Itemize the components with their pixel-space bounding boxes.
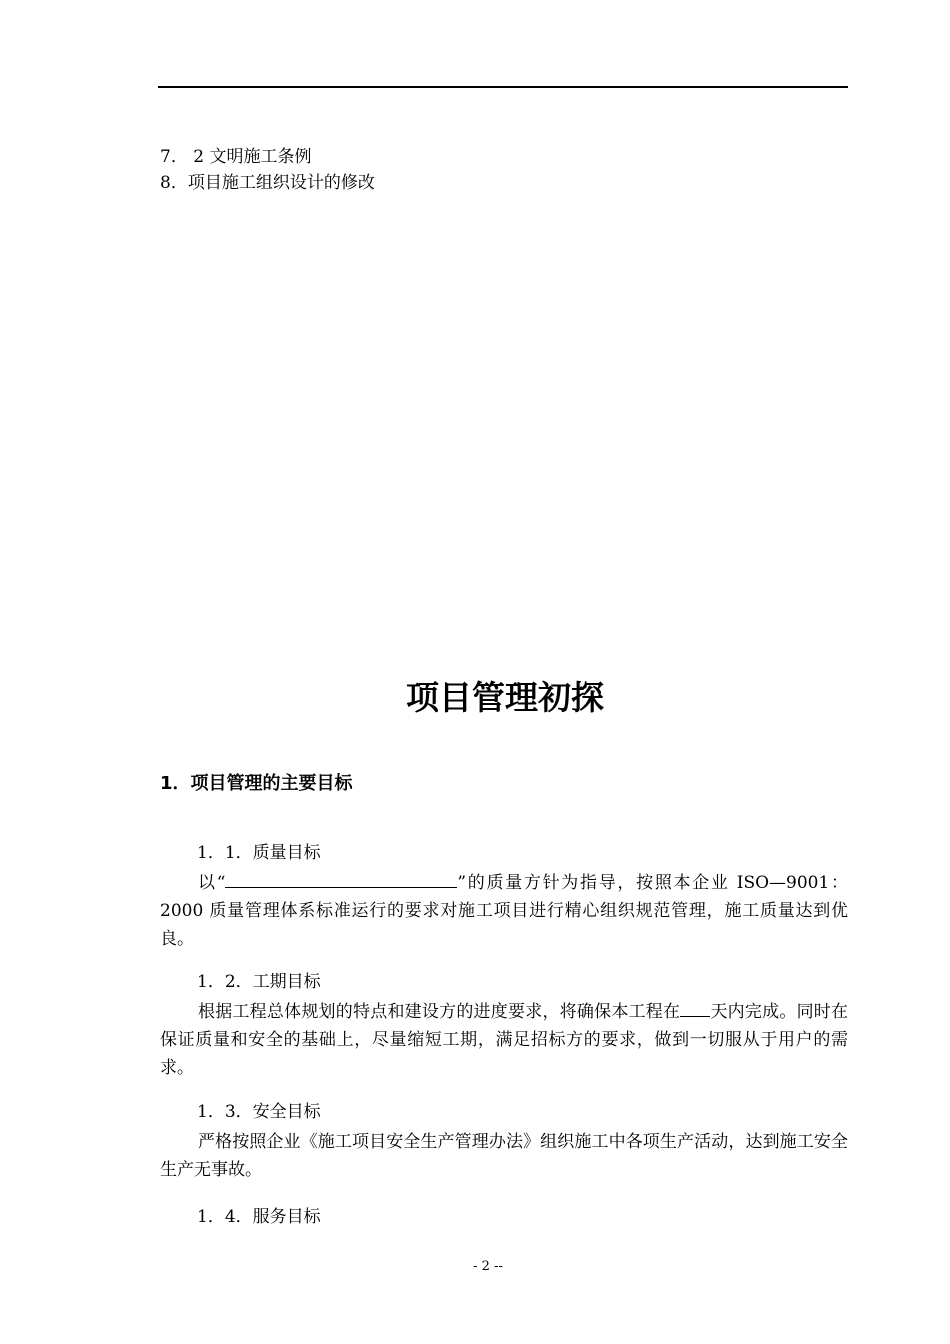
document-title: 项目管理初探 [406,678,604,717]
toc-item-8: 8．项目施工组织设计的修改 [160,173,375,193]
subheading-service: 1．4．服务目标 [197,1207,321,1227]
subheading-quality: 1．1．质量目标 [197,843,321,863]
paragraph-text: 天内完成。同时在保证质量和安全的基础上，尽量缩短工期，满足招标方的要求，做到一切服从于用户的需求。 [160,1002,849,1078]
header-rule [158,86,848,88]
paragraph-text: 根据工程总体规划的特点和建设方的进度要求，将确保本工程在 [198,1002,681,1022]
subheading-safety: 1．3．安全目标 [197,1102,321,1122]
page-number: - 2 -- [473,1259,503,1274]
paragraph-text: ”的质量方针为指导，按照本企业 ISO—9001：2000 质量管理体系标准运行的要求对施工项目进行精心组织规范管理，施工质量达到优良。 [160,873,849,949]
paragraph-schedule [160,998,848,1082]
toc-item-7-2: 7． 2 文明施工条例 [160,147,312,167]
subheading-schedule: 1．2．工期目标 [197,972,321,992]
paragraph-quality [160,869,848,953]
paragraph-text: 以“ [198,873,226,893]
section-heading: 1．项目管理的主要目标 [160,773,353,794]
fill-in-blank [225,873,457,888]
paragraph-safety: 严格按照企业《施工项目安全生产管理办法》组织施工中各项生产活动，达到施工安全生产无事故。 [160,1132,848,1180]
fill-in-blank [680,1002,710,1017]
